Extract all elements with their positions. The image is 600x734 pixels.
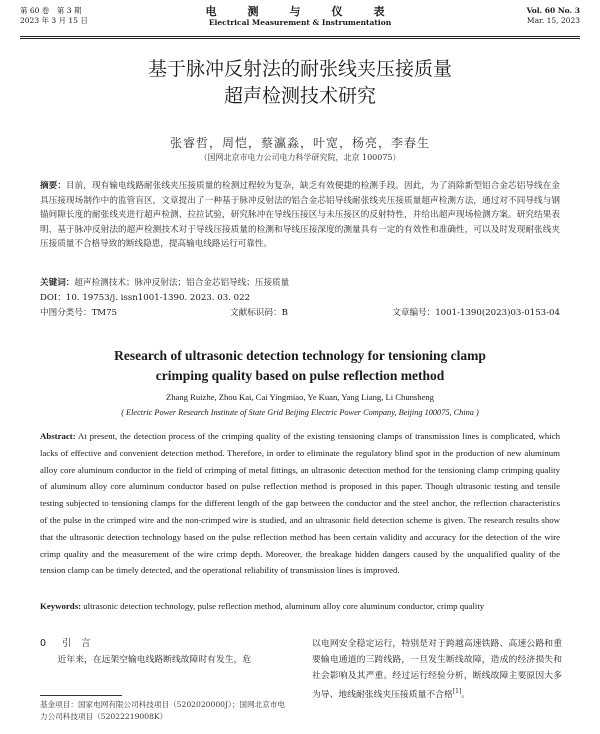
title-cn-line-1: 基于脉冲反射法的耐张线夹压接质量 bbox=[147, 58, 452, 80]
keywords-cn bbox=[40, 276, 560, 290]
header-center bbox=[20, 6, 580, 28]
header-date-en: Mar. 15, 2023 bbox=[526, 16, 580, 25]
title-cn-line-2: 超声检测技术研究 bbox=[223, 85, 376, 107]
intro-paragraph-left: 近年来，在远架空输电线路断线故障时有发生，危 bbox=[57, 655, 252, 665]
article-number: 文章编号：1001-1390(2023)03-0153-04 bbox=[392, 308, 560, 318]
keywords-en-text: ultrasonic detection technology, pulse reflection method, aluminum alloy core aluminum conductor, crimp quality bbox=[83, 601, 485, 611]
keywords-cn-label: 关键词： bbox=[40, 278, 75, 288]
citation-ref-1[interactable]: [1] bbox=[452, 688, 462, 695]
document-code: 文献标识码：B bbox=[230, 308, 288, 318]
paper-title-en bbox=[0, 346, 600, 386]
affiliation-en: ( Electric Power Research Institute of State Grid Beijing Electric Power Company, Beijing 100075, China ) bbox=[121, 408, 479, 417]
journal-name-cn: 电 测 与 仪 表 bbox=[205, 5, 395, 18]
journal-name-en: Electrical Measurement & Instrumentation bbox=[208, 18, 392, 27]
running-header bbox=[20, 4, 580, 34]
authors-cn: 张睿哲，周恺，蔡瀛淼，叶宽，杨亮，李春生 bbox=[169, 136, 430, 150]
intro-paragraph-right: 以电网安全稳定运行，特别是对于跨越高速铁路、高速公路和重要输电通道的三跨线路，一旦发生断线故障，造成的经济损失和社会影响及其严重。经过运行经验分析，断线故障主要原因大多为导、地线耐张线夹压接质量不合格 bbox=[312, 639, 562, 700]
funding-footnote: 基金项目：国家电网有限公司科技项目（5202020000J）；国网北京市电力公司科技项目（52022219008K） bbox=[40, 700, 285, 721]
header-date-cn: 2023 年 3 月 15 日 bbox=[20, 16, 88, 25]
intro-paragraph-right-end: 。 bbox=[461, 689, 471, 700]
authors-en: Zhang Ruizhe, Zhou Kai, Cai Yingmiao, Ye Kuan, Yang Liang, Li Chunsheng bbox=[166, 392, 434, 402]
class-number: 中图分类号：TM75 bbox=[40, 308, 118, 318]
header-rule-thin bbox=[20, 38, 580, 39]
keywords-en-label: Keywords: bbox=[40, 601, 82, 611]
header-rule bbox=[20, 36, 580, 37]
keywords-en bbox=[40, 598, 560, 614]
section-title: 引 言 bbox=[62, 638, 91, 649]
classification-line bbox=[40, 306, 560, 320]
abstract-cn-text: 目前，现有输电线路耐张线夹压接质量的检测过程较为复杂，缺乏有效便捷的检测手段。因此，为了消除新型铝合金芯铝导线在金具压接现场制作中的监管盲区，文章提出了一种基于脉冲反射法的铝合金芯铝导线耐张线夹压接质量超声检测方法，通过对不同导线与钢锚间隙长度的耐张线夹进行超声检测、拉拉试验，研究脉冲在导线压接区与未压接区的反射特性，并给出超声现场检测方案。研究结果表明，基于脉冲反射法的超声检测技术对于导线压接质量的检测和导线压接深度的测量具有一定的有效性和准确性，可以及时发现耐张线夹压接质量不合格导致的断线隐患，提高输电线路运行可靠性。 bbox=[40, 181, 560, 250]
body-column-right bbox=[312, 636, 562, 703]
title-en-line-2: crimping quality based on pulse reflection method bbox=[155, 368, 445, 383]
abstract-en bbox=[40, 428, 560, 579]
header-volume-en: Vol. 60 No. 3 bbox=[526, 6, 580, 15]
abstract-cn bbox=[40, 179, 560, 252]
affiliation-cn: （国网北京市电力公司电力科学研究院，北京 100075） bbox=[199, 153, 401, 162]
section-heading-intro bbox=[40, 636, 290, 652]
section-number: 0 bbox=[40, 638, 47, 649]
abstract-en-text: At present, the detection process of the crimping quality of the existing tensioning clamps of transmission lines is complicated, which lacks of effective and convenient detection method. Therefore, in order to eliminate the regulatory blind spot in the production of new aluminum alloy core aluminum conductor in the field of crimping of metal fittings, an ultrasonic detection method for the tensioning clamp crimping quality of aluminum alloy core aluminum conductor based on pulse reflection method is proposed in this paper. Though ultrasonic testing and tensile testing subjected to tensioning clamps for the different length of the gap between the conductor and the steel anchor, the reflection characteristics of the pulse in the crimped wire and the non-crimped wire is studied, and an ultrasonic field detection scheme is given. The research results show that the ultrasonic detection technology based on the pulse reflection method has been certain validity and accuracy for the detection of the wire crimp quality and the measurement of the wire crimp depth. Moreover, the breakage hidden dangers caused by the unqualified quality of the tension clamp can be timely detected, and the operational reliability of transmission lines is improved. bbox=[40, 431, 561, 576]
keywords-cn-text: 超声检测技术；脉冲反射法；铝合金芯铝导线；压接质量 bbox=[74, 278, 290, 288]
footnote-rule bbox=[40, 695, 122, 696]
header-volume-cn: 第 60 卷 第 3 期 bbox=[20, 6, 82, 15]
abstract-cn-label: 摘要： bbox=[40, 181, 67, 191]
abstract-en-label: Abstract: bbox=[40, 431, 76, 441]
header-right bbox=[527, 6, 580, 26]
body-column-left bbox=[40, 636, 290, 668]
paper-title-cn bbox=[0, 56, 600, 110]
doi: DOI：10. 19753/j. issn1001-1390. 2023. 03. 022 bbox=[40, 293, 251, 303]
title-en-line-1: Research of ultrasonic detection technology for tensioning clamp bbox=[114, 348, 486, 363]
